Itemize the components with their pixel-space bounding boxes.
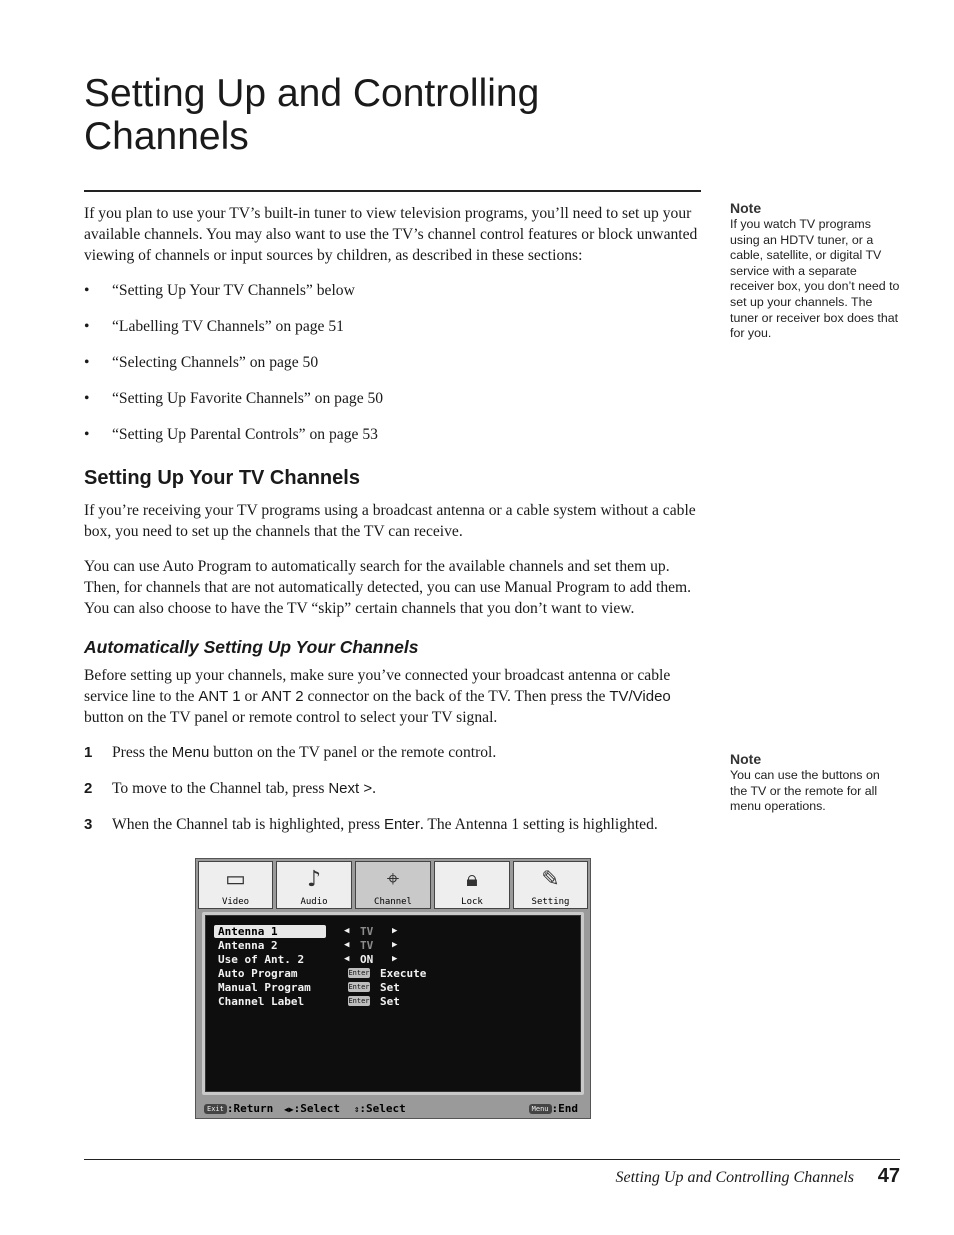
list-item-text: “Selecting Channels” on page 50 (112, 354, 319, 371)
tab-channel (355, 861, 431, 909)
lock-icon: 🔒︎ (466, 867, 478, 892)
subsection-paragraph (84, 665, 704, 728)
footer-return (204, 1102, 273, 1116)
page-title: Setting Up and Controlling Channels (84, 72, 540, 158)
menu-panel (202, 912, 584, 1095)
ant1-connector-label: ANT 1 (198, 688, 241, 705)
menu-row-value: Execute (380, 967, 427, 980)
list-item (84, 280, 355, 301)
bullet-icon: • (84, 390, 90, 407)
enter-key-icon: Enter (348, 997, 370, 1005)
list-item-text: “Setting Up Your TV Channels” below (112, 282, 355, 299)
menu-row-value: Set (380, 995, 400, 1008)
note-text: If you watch TV programs using an HDTV tuner, or a cable, satellite, or digital TV service with a separate receiver box, you don’t need to set up your channels. The tuner or receiver box does that for you. (730, 217, 900, 341)
text-run: Before setting up your channels, make sure you’ve connected your broadcast antenna or cable service line to the (84, 667, 671, 705)
tab-label: Setting (531, 897, 570, 907)
menu-key-icon: Menu (529, 1104, 552, 1114)
footer-end (529, 1102, 578, 1116)
monitor-icon: ▭ (225, 867, 246, 892)
tab-setting (513, 861, 588, 909)
text-run: . The Antenna 1 setting is highlighted. (419, 816, 658, 833)
up-down-arrows-icon: ⇕ (354, 1105, 360, 1115)
bullet-icon: • (84, 282, 90, 299)
arrow-left-icon: ◀ (344, 954, 350, 964)
tab-label: Audio (300, 897, 328, 907)
wrench-icon: ✎ (541, 867, 560, 892)
text-run: When the Channel tab is highlighted, press (112, 816, 384, 833)
text-run: . (372, 780, 376, 797)
exit-key-icon: Exit (204, 1104, 227, 1114)
footer-select-ud (354, 1102, 406, 1117)
arrow-left-icon: ◀ (344, 940, 350, 950)
enter-key-icon: Enter (348, 983, 370, 991)
tv-menu-screenshot (195, 858, 591, 1119)
text-run: button on the TV panel or remote control to select your TV signal. (84, 709, 498, 726)
list-item-text: “Setting Up Parental Controls” on page 53 (112, 426, 378, 443)
menu-row-label: Channel Label (218, 995, 305, 1008)
tab-label: Channel (374, 897, 412, 907)
intro-paragraph: If you plan to use your TV’s built-in tuner to view television programs, you’ll need to set up your available channels. You may also want to use the TV’s channel control features or block unwanted viewing of channels or input sources by children, as described in these sections: (84, 205, 698, 264)
list-item (84, 352, 318, 373)
enter-key-icon: Enter (348, 969, 370, 977)
footer-divider (84, 1159, 900, 1160)
section-paragraph-1: If you’re receiving your TV programs using a broadcast antenna or a cable system without a cable box, you need to set up the channels that the TV can receive. (84, 502, 696, 540)
menu-row-label: Antenna 2 (218, 939, 278, 952)
text-run: Press the (112, 744, 172, 761)
note-label: Note (730, 200, 762, 216)
note-text: You can use the buttons on the TV or the remote for all menu operations. (730, 768, 880, 814)
footer-text: :Return (226, 1102, 274, 1115)
side-note (730, 751, 900, 815)
list-item-text: “Labelling TV Channels” on page 51 (112, 318, 344, 335)
text-run: To move to the Channel tab, press (112, 780, 329, 797)
left-right-arrows-icon: ◀▶ (284, 1105, 294, 1114)
menu-row-label: Antenna 1 (214, 925, 326, 938)
step-number: 1 (84, 744, 93, 761)
arrow-right-icon: ▶ (392, 954, 398, 964)
tab-audio (276, 861, 352, 909)
menu-row-label: Auto Program (218, 967, 298, 980)
section-paragraph-2: You can use Auto Program to automatically search for the available channels and set them up. Then, for channels that are not automatically detected, you can use Manual Program to add them. You can also choose to have the TV “skip” certain channels that you don’t want to view. (84, 558, 692, 617)
footer-text: :End (551, 1102, 578, 1115)
footer-text: :Select (293, 1102, 340, 1115)
menu-footer (202, 1102, 584, 1116)
tv-video-button-label: TV/Video (609, 688, 671, 705)
text-run: connector on the back of the TV. Then press the (303, 688, 610, 705)
bullet-icon: • (84, 318, 90, 335)
menu-row-value: TV (360, 925, 374, 938)
menu-row-value: ON (360, 953, 374, 966)
footer-select-lr (284, 1102, 340, 1117)
tab-lock (434, 861, 510, 909)
tab-video (198, 861, 273, 909)
side-note (730, 200, 900, 342)
ant2-connector-label: ANT 2 (261, 688, 304, 705)
list-item-text: “Setting Up Favorite Channels” on page 50 (112, 390, 384, 407)
page-number: 47 (877, 1165, 900, 1187)
menu-row-value: TV (360, 939, 374, 952)
antenna-icon: ⌖ (386, 867, 400, 892)
step-number: 2 (84, 780, 93, 797)
arrow-right-icon: ▶ (392, 926, 398, 936)
text-run: button on the TV panel or the remote control. (209, 744, 497, 761)
text-run: or (240, 688, 262, 705)
running-title: Setting Up and Controlling Channels (615, 1169, 854, 1186)
title-divider (84, 190, 701, 192)
menu-row-label: Manual Program (218, 981, 311, 994)
enter-button-label: Enter (383, 816, 420, 833)
arrow-left-icon: ◀ (344, 926, 350, 936)
music-note-icon: ♪ (306, 867, 322, 892)
subsection-heading: Automatically Setting Up Your Channels (84, 637, 419, 657)
note-label: Note (730, 751, 762, 767)
bullet-icon: • (84, 354, 90, 371)
tab-label: Video (221, 897, 250, 907)
tab-label: Lock (461, 897, 483, 907)
bullet-icon: • (84, 426, 90, 443)
list-item (84, 316, 344, 337)
section-heading: Setting Up Your TV Channels (84, 467, 360, 489)
step-number: 3 (84, 816, 93, 833)
menu-button-label: Menu (171, 744, 210, 761)
arrow-right-icon: ▶ (392, 940, 398, 950)
menu-row-label: Use of Ant. 2 (218, 953, 305, 966)
list-item (84, 424, 378, 445)
next-button-label: Next > (328, 780, 373, 797)
footer-text: :Select (359, 1102, 406, 1115)
menu-list (205, 915, 581, 1092)
list-item (84, 388, 383, 409)
menu-row-value: Set (380, 981, 400, 994)
